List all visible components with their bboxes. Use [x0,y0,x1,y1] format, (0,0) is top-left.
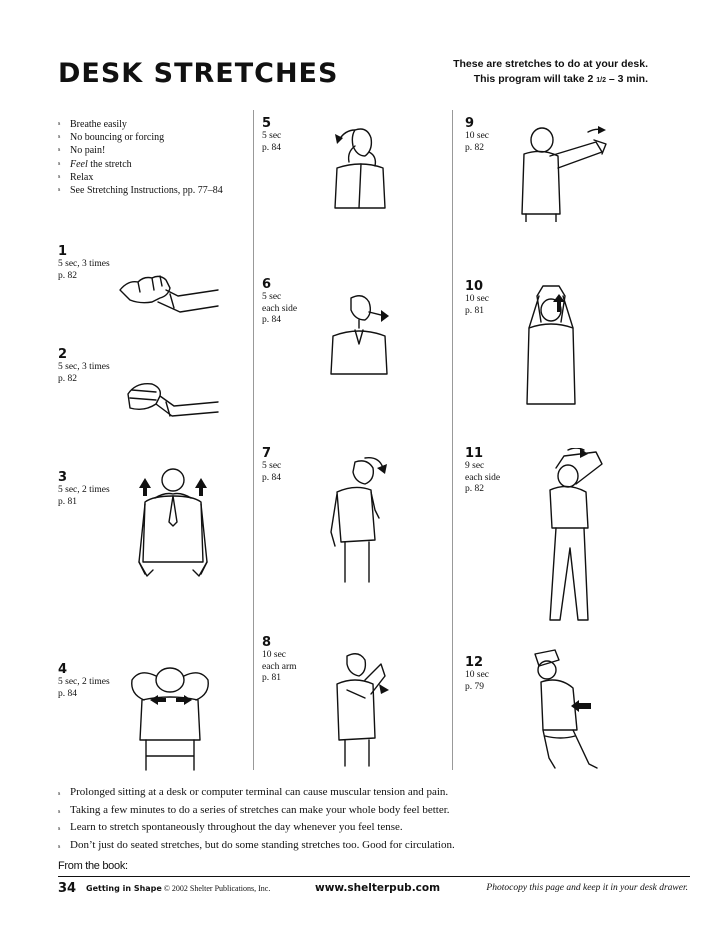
step-detail: p. 79 [465,681,484,692]
intro-text [453,57,648,88]
note-text: Learn to stretch spontaneously throughout the day whenever you feel tense. [70,821,403,833]
step-detail: p. 81 [58,496,77,507]
bullet-marker: s [58,791,61,797]
intro-line-2-pre: This program will take 2 [473,73,594,85]
tip-emphasis: Feel [70,158,88,170]
step-detail: 10 sec [465,670,490,680]
step-number: 4 [58,662,68,677]
intro-line-2 [453,72,648,88]
intro-line-2-post: – 3 min. [608,73,648,85]
tip-text [70,158,132,171]
tip-item [58,158,223,171]
arms-forward-illustration [510,122,610,222]
hands-stretch-illustration [100,268,220,328]
step-detail: 5 sec [262,461,282,471]
copyright-text: © 2002 Shelter Publications, Inc. [161,884,271,893]
from-the-book-label: From the book: [58,860,128,872]
publisher-link[interactable]: www.shelterpub.com [315,882,441,894]
step-detail: p. 82 [58,270,77,281]
step-detail: each side [262,303,298,314]
page-title: DESK STRETCHES [58,58,339,89]
step-detail: 10 sec [262,650,287,660]
step-detail: p. 84 [262,315,281,325]
bullet-marker: s [58,134,61,141]
tip-item [58,184,223,197]
step-4 [58,662,110,700]
step-detail: p. 84 [58,688,77,699]
step-number: 2 [58,347,68,362]
step-5 [262,116,281,154]
step-number: 12 [465,655,484,670]
page-number: 34 [58,881,77,896]
step-7 [262,446,281,484]
step-3 [58,470,110,508]
intro-fraction: 1/2 [596,77,606,84]
step-detail: p. 81 [465,305,484,316]
bullet-marker: s [58,147,61,154]
step-detail: 5 sec, 2 times [58,485,110,495]
step-number: 9 [465,116,475,131]
column-divider [452,110,453,770]
notes-list [58,785,455,855]
head-turn-illustration [325,122,397,212]
step-number: 1 [58,244,68,259]
tip-text: See Stretching Instructions, pp. 77–84 [70,185,223,197]
step-detail: p. 82 [58,373,77,384]
book-credit [86,884,270,893]
head-tilt-illustration [325,450,395,585]
tips-list [58,118,223,197]
step-detail: 10 sec [465,131,490,141]
step-number: 11 [465,446,484,461]
overhead-reach-illustration [515,284,590,409]
head-back-illustration [120,660,220,772]
step-detail: each arm [262,661,297,672]
step-number: 7 [262,446,272,461]
column-divider [253,110,254,770]
book-title: Getting in Shape [86,884,162,893]
step-6 [262,277,297,327]
note-item [58,838,455,856]
tip-item [58,131,223,144]
note-item [58,803,455,821]
intro-line-1: These are stretches to do at your desk. [453,58,648,70]
step-detail: 5 sec, 2 times [58,677,110,687]
bullet-marker: s [58,160,61,167]
step-detail: 5 sec [262,131,282,141]
step-number: 10 [465,279,484,294]
side-bend-illustration [530,448,625,623]
bullet-marker: s [58,121,61,127]
step-detail: p. 82 [465,484,484,494]
tip-text: Relax [70,171,94,183]
tip-text: No pain! [70,145,106,157]
step-detail: 5 sec, 3 times [58,362,110,372]
standing-lean-illustration [515,648,605,773]
step-detail: 9 sec [465,461,485,471]
note-item [58,820,455,838]
tip-item [58,144,223,157]
shoulder-shrug-illustration [125,462,220,597]
footer-divider [58,876,690,877]
step-12 [465,655,489,693]
tip-text: No bouncing or forcing [70,132,165,144]
tip-text: Breathe easily [70,119,127,130]
step-11 [465,446,500,496]
tip-rest: the stretch [87,158,132,170]
step-detail: p. 84 [262,472,281,483]
step-number: 3 [58,470,68,485]
step-9 [465,116,489,154]
bullet-marker: s [58,187,61,194]
bullet-marker: s [58,173,61,180]
note-item [58,785,455,803]
bullet-marker: s [58,826,61,832]
elbow-pull-illustration [325,648,397,768]
step-10 [465,279,489,317]
note-text: Don’t just do seated stretches, but do some standing stretches too. Good for circulation. [70,838,455,851]
step-detail: 5 sec [262,292,282,302]
step-detail: each side [465,472,501,483]
step-detail: 5 sec, 3 times [58,259,110,269]
tip-item [58,118,223,131]
step-detail: p. 82 [465,142,484,153]
step-detail: p. 81 [262,673,281,683]
note-text: Prolonged sitting at a desk or computer terminal can cause muscular tension and pain. [70,786,449,798]
step-detail: p. 84 [262,142,281,153]
bullet-marker: s [58,808,61,815]
wrist-stretch-illustration [100,372,220,422]
tip-item [58,171,223,184]
bullet-marker: s [58,843,61,850]
step-8 [262,635,297,685]
step-number: 5 [262,116,272,131]
step-detail: 10 sec [465,294,490,304]
step-number: 6 [262,277,272,292]
neck-rotate-illustration [325,288,405,378]
step-number: 8 [262,635,272,650]
photocopy-note: Photocopy this page and keep it in your desk drawer. [486,883,688,893]
note-text: Taking a few minutes to do a series of stretches can make your whole body feel better. [70,803,450,816]
